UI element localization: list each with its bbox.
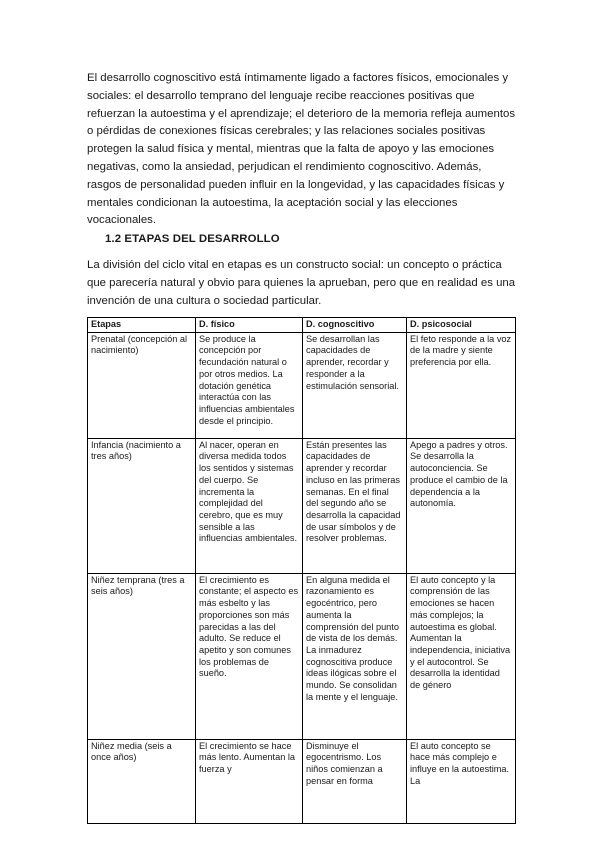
- table-row: [88, 438, 516, 573]
- header-etapas: Etapas: [88, 318, 196, 333]
- cell-etapa: Niñez temprana (tres a seis años): [88, 573, 196, 739]
- table-row: [88, 739, 516, 823]
- cell-fisico: El crecimiento es constante; el aspecto es más esbelto y las proporciones son más parecidas a las del adulto. Se reduce el apetito y son comunes los problemas de sueño.: [196, 573, 303, 739]
- cell-fisico: Al nacer, operan en diversa medida todos los sentidos y sistemas del cuerpo. Se incrementa la complejidad del cerebro, que es muy sensible a las influencias ambientales.: [196, 438, 303, 573]
- cell-fisico: El crecimiento se hace más lento. Aumentan la fuerza y: [196, 739, 303, 823]
- cell-cognoscitivo: Disminuye el egocentrismo. Los niños comienzan a pensar en forma: [303, 739, 407, 823]
- cell-cognoscitivo: Se desarrollan las capacidades de aprender, recordar y responder a la estimulación sensorial.: [303, 332, 407, 438]
- table-row: [88, 573, 516, 739]
- cell-etapa: Prenatal (concepción al nacimiento): [88, 332, 196, 438]
- header-cognoscitivo: D. cognoscitivo: [303, 318, 407, 333]
- cell-etapa: Infancia (nacimiento a tres años): [88, 438, 196, 573]
- cell-fisico: Se produce la concepción por fecundación natural o por otros medios. La dotación genética interactúa con las influencias ambientales desde el principio.: [196, 332, 303, 438]
- section-heading: 1.2 ETAPAS DEL DESARROLLO: [105, 233, 280, 245]
- header-fisico: D. físico: [196, 318, 303, 333]
- body-paragraph: La división del ciclo vital en etapas es un constructo social: un concepto o práctica que parecería natural y obvio para quienes la aprueban, pero que en realidad es una invención de una cultura o sociedad particular.: [87, 259, 516, 307]
- cell-cognoscitivo: En alguna medida el razonamiento es egocéntrico, pero aumenta la comprensión del punto de vista de los demás. La inmadurez cognoscitiva produce ideas ilógicas sobre el mundo. Se consolidan la mente y el lenguaje.: [303, 573, 407, 739]
- cell-psicosocial: El auto concepto se hace más complejo e influye en la autoestima. La: [407, 739, 516, 823]
- intro-paragraph: El desarrollo cognoscitivo está íntimamente ligado a factores físicos, emocionales y sociales: el desarrollo temprano del lenguaje recibe reacciones positivas que refuerzan la autoestima y el aprendizaje; el deterioro de la memoria refleja aumentos o pérdidas de conexiones físicas cerebrales; y las relaciones sociales positivas protegen la salud física y mental, mientras que la falta de apoyo y las emociones negativas, como la ansiedad, perjudican el rendimiento cognoscitivo. Además, rasgos de personalidad pueden influir en la longevidad, y las capacidades físicas y mentales condicionan la autoestima, la aceptación social y las elecciones vocacionales.: [87, 72, 516, 227]
- table-header-row: [88, 318, 516, 333]
- cell-psicosocial: El feto responde a la voz de la madre y siente preferencia por ella.: [407, 332, 516, 438]
- cell-cognoscitivo: Están presentes las capacidades de aprender y recordar incluso en las primeras semanas. En el final del segundo año se desarrolla la capacidad de usar símbolos y de resolver problemas.: [303, 438, 407, 573]
- stages-table: [87, 317, 516, 824]
- cell-etapa: Niñez media (seis a once años): [88, 739, 196, 823]
- cell-psicosocial: El auto concepto y la comprensión de las emociones se hacen más complejos; la autoestima es global. Aumentan la independencia, iniciativa y el autocontrol. Se desarrolla la identidad de género: [407, 573, 516, 739]
- cell-psicosocial: Apego a padres y otros. Se desarrolla la autoconciencia. Se produce el cambio de la dependencia a la autonomía.: [407, 438, 516, 573]
- header-psicosocial: D. psicosocial: [407, 318, 516, 333]
- table-row: [88, 332, 516, 438]
